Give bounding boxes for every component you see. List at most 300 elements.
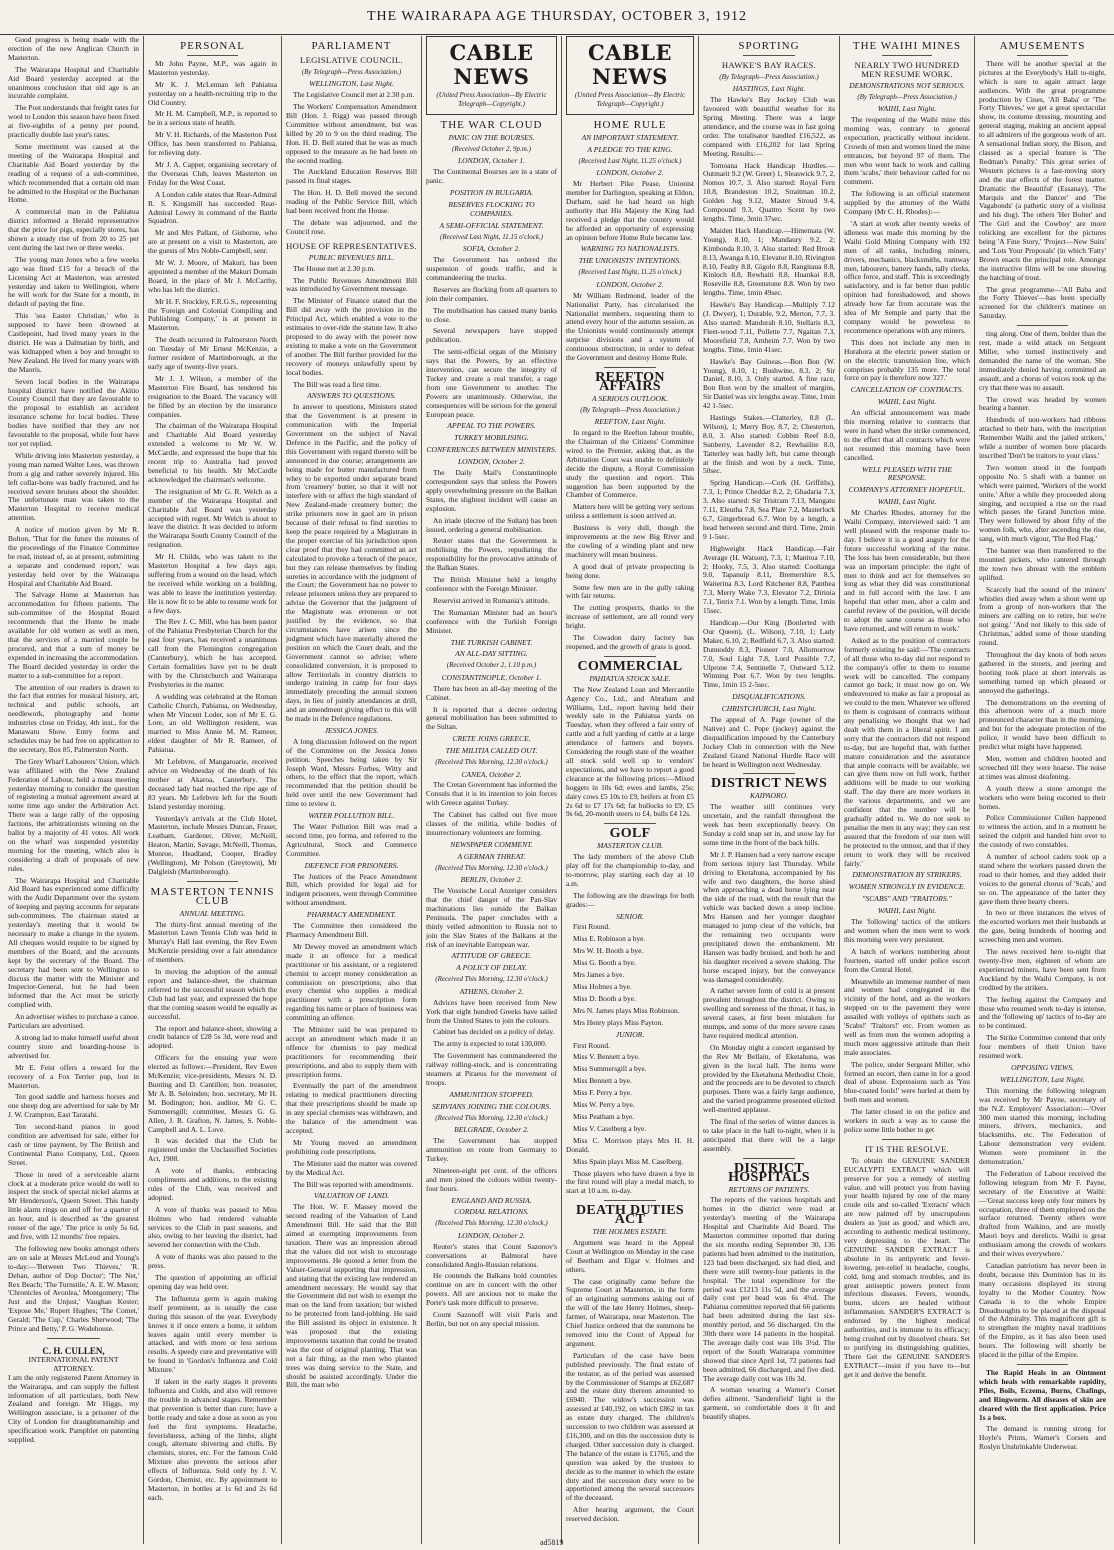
- received-note: (Received October 2, 1.10 p.m.): [446, 661, 537, 670]
- paragraph: A long discussion followed on the report of the Committee on the Jessica Jones petition. Speeches being taken by Sir Joseph Ward, Messrs Forbes, Witty and others, to the effect that the report, which recommended that the petition should be held over until the new Government had time to review it.: [286, 736, 417, 809]
- paragraph: Handicap.—Our King (Bonlerted with Our Queen), (L. Wilson), 7.10, 1; Lady Maker, 6.10, 2; Redfield 6.7, 3. Also started: Dunnoddy 8.3, Pioneer 7.0, Allomorrow 7.0, Soul Light 7.8, Lord Possible 7.7, Ulprone 7.4, Sentinelle 7, Outward 5.12. Winning Post 6.7. Won by two lengths. Time, 1min 15 2-5sec.: [703, 617, 835, 690]
- home-rule-heading: HOME RULE: [593, 119, 667, 131]
- tennis-paragraphs: [148, 921, 277, 1503]
- tennis-heading: MASTERTON TENNIS CLUB: [150, 885, 275, 907]
- paragraph: Advices have been received from New York that eight hundred Greeks have sailed from the United States to join the colours.: [426, 997, 557, 1025]
- paragraph: The Auckland Education Reserves Bill passed its final stages.: [286, 167, 417, 186]
- council-paragraphs: [286, 91, 417, 237]
- valuation-paragraphs: [286, 1203, 417, 1390]
- paragraph: The Government has commandeered the railway rolling-stock, and is concentrating steamers at Piraeus for the movement of troops.: [426, 1051, 557, 1087]
- paragraph: A wedding was celebrated at the Roman Catholic Church, Pahiatua, on Wednesday, when Mr Vincent Loder, son of Mr E. G. Lore, an old Wellington resident, was married to Miss Annie M. M. Rameer, eldest daughter of Mr R. Rameer, of Pahiatua.: [148, 691, 277, 755]
- paragraph: Reuter's states that Count Sazonov's conversations at Balmoral have consolidated Anglo-Russian relations.: [426, 1241, 557, 1269]
- paragraph: The Committee then considered the Pharmacy Amendment Bill.: [286, 921, 417, 939]
- paragraph: The question of appointing an official opening day was held over.: [148, 1273, 277, 1291]
- divider: [187, 55, 239, 56]
- received-note: (Received This Morning, 12.30 o'clock.): [435, 758, 548, 767]
- paragraph: Reuter states that the Government is mobilising the Powers, repudiating the responsibility for the provocative attitude of the Balkan States.: [426, 536, 557, 573]
- paragraph: The following is an official statement supplied by the attorney of the Waihi Company (Mr C. H. Rhodes):—: [844, 189, 970, 217]
- paragraph: The latter closed in on the police and workers in such a way as to cause the police some little bother to get: [844, 1107, 970, 1134]
- dateline: BERLIN, October 2.: [460, 875, 523, 885]
- paragraph: The Cowadon dairy factory has reopened, and the growth of grass is good.: [566, 633, 694, 651]
- press-credit: (By Telegraph—Press Association.): [580, 405, 680, 414]
- greece-heading: ATTITUDE OF GREECE.: [451, 951, 532, 961]
- women-heading: WOMEN STRONGLY IN EVIDENCE.: [848, 882, 966, 892]
- paragraph: Miss G. Booth a bye.: [573, 958, 636, 968]
- turkish-cabinet-heading: THE TURKISH CABINET.: [450, 637, 533, 647]
- divider: [604, 656, 655, 657]
- golf-heading: GOLF: [609, 826, 651, 842]
- valuation-heading: VALUATION OF LAND.: [313, 1191, 390, 1201]
- divider: [604, 823, 655, 824]
- cancellation-heading: CANCELLATION OF CONTRACTS.: [850, 385, 964, 395]
- paragraph: The Hawke's Bay Jockey Club was favoured with beautiful weather for its Spring Meeting. There was a large attendance, and the course was in fast going order. The totalisator handled £16,522, as compared with £16,202 for last Spring Meeting. Results:—: [703, 95, 835, 158]
- water-heading: WATER POLLUTION BILL.: [308, 811, 395, 821]
- paragraph: Miss D. Booth a bye.: [573, 993, 636, 1003]
- paragraph: The Influenza germ is again making itself prominent, as is usually the case during this season of the year. Everybody knows it if once enters a home, it seldom leaves again until every member is attacked, and with more or less serious results. A speedy cure and preventative will be found in 'Gordon's Influenza and Cold Mixture.': [148, 1293, 277, 1375]
- paragraph: The lady members of the above Club play off for the championship to-day, and to-morrow, play starting each day at 10 a.m.: [566, 852, 694, 888]
- paragraph: A London cable states that Rear-Admiral R. S. Kingsmill has succeeded Rear-Admiral Lowry in command of the Battle Squadron.: [148, 189, 277, 226]
- paragraph: First Round.: [573, 922, 610, 932]
- england-heading: ENGLAND AND RUSSIA.: [451, 1195, 532, 1205]
- paragraph: A strong lad to make himself useful about country store and boarding-house is advertised for.: [8, 1032, 139, 1060]
- paragraph: Mrs N. James plays Miss Robinson.: [573, 1005, 680, 1015]
- death-duties-heading: DEATH DUTIES ACT: [576, 1203, 684, 1228]
- paragraph: Count Sazonoff will visit Paris and Berlin, but not on any special mission.: [426, 1310, 557, 1328]
- paragraph: Spring Handicap.—Cork (H. Griffiths), 7.3, 1; Prince Cheddar 8.2, 2; Ghadaria 7.3, 3. Also started: Sir Tristram 7.13, Mangatu 7.11, Eleutha 7.8, Sea Plate 7.2, Masterlock 6.7, Gingerbread 6.7. Won by a length, a head between second and third. Time, 2min 9 1-5sec.: [703, 478, 835, 541]
- amusements-paragraphs: [979, 60, 1106, 321]
- demonstrations-heading: DEMONSTRATIONS NOT SERIOUS.: [849, 80, 965, 90]
- paragraph: Some merriment was caused at the meeting of the Wairarapa Hospital and Charitable Aid Board yesterday by the reading of a request of a sub-committee, which recommended that a certain old man be admitted to the Hospital or the Buchanan Home.: [8, 141, 139, 205]
- paragraph: The report and balance-sheet, showing a credit balance of £28 5s 3d, were read and adopted.: [148, 1023, 277, 1051]
- paragraph: Mr and Mrs Pallant, of Gisborne, who are at present on a visit to Masterton, are the guests of Mrs Noble-Campbell, senr.: [148, 228, 277, 256]
- paragraph: The Salvage Home at Masterton has accommodation for fifteen patients. The sub-committee of the Hospital Board recommends that the Home be made available for old women as well as men, that the services of a married couple be procured, and that a sum of money be expended in increasing the accommodation. The Board decided yesterday in order the matter to a sub-committee for a report.: [8, 590, 139, 680]
- district-hospitals-heading: DISTRICT HOSPITALS: [728, 1160, 810, 1185]
- paragraph: Argument was heard in the Appeal Court at Wellington on Monday in the case of Beetham and Elgar v. Holmes and others.: [566, 1237, 694, 1274]
- water-paragraphs: [286, 823, 417, 859]
- paragraph: The British Minister held a lengthy conference with the Foreign Minister.: [426, 575, 557, 593]
- paragraph: A woman wearing a Warner's Corset defies ailment. 'Sandersfield' light is the garment, so comfortable does it fit and beautify shapes.: [703, 1385, 835, 1422]
- received-note: (Received Last Night, 11.15 o'clock.): [439, 232, 544, 241]
- received-note: (Received October 2, 9p.m.): [452, 144, 531, 153]
- paragraph: The Hon. W. F. Massey moved the second reading of the Valuation of Land Amendment Bill. He said that the Bill aimed at exempting improvements from taxation. There was an impression abroad that the values did not wish to encourage improvements. He quoted a letter from the Valuer-General supporting that impression, and stating that the existing law rendered an amendment necessary. He would say that the Government did not wish to exempt the man on the land from taxation; but wished to be protected from land-jobbing. He said the Bill assisted its object in existence. It was proposed that the existing improvements taxation that could be treated was the cost of original planting. That was not a fair thing, as the men who planted trees was doing service to the State, and should be assisted accordingly. Under the Bill, the man who: [286, 1202, 417, 1390]
- paragraph: A rather severe form of cold is at present prevalent throughout the district. Owing to swelling and soreness of the throat, it has, in several cases, at first been mistaken for mumps, and some of the more severe cases have required medical attention.: [703, 986, 835, 1040]
- dateline: LONDON, October 2.: [457, 1230, 526, 1240]
- received-note: (Received This Morning, 12.30 o'clock.): [435, 863, 548, 872]
- paragraph: Nineteen-eight per cent. of the officers and men joined the colours within twenty-four hours.: [426, 1165, 557, 1193]
- paragraph: The cutting prospects, thanks to the increase of settlement, are all round very bright.: [566, 603, 694, 631]
- paragraph: It is reported that a decree ordering general mobilisation has been submitted to the Sultan.: [426, 704, 557, 732]
- dateline: WAIHI, Last Night.: [877, 104, 937, 114]
- press-credit: (By Telegraph—Press Association.): [719, 72, 819, 81]
- revenues-heading: PUBLIC REVENUES BILL.: [308, 252, 395, 262]
- paragraph: Ten second-hand pianos in good condition are advertised for sale, either for cash or time payment, by The British and Continental Piano Company, Ltd., Queen Street.: [8, 1122, 139, 1167]
- paragraph: The Legislative Council met at 2.30 p.m.: [293, 90, 415, 100]
- dateline: REEFTON, Last Night.: [594, 417, 666, 427]
- paragraph: Mr V. H. Richards, of the Masterton Post Office, has been transferred to Pahiatua, for relieving duty.: [148, 130, 277, 158]
- paragraph: Maiden Hack Handicap.—Himemata (W. Young), 8.10, 1; Mandaury 9.2, 2; Kimbonda 8.10, 3. Also started: Red Brook 8.13, Awanga 8.10, Elevator 8.10, Rivington 8.10, Fealty 8.8, Gigolo 8.8, Rangitaua 8.8, Kinloch 8.8, Rewhaiti 8.8, Huankai 8.8, Roseville 8.8, Greenstone 8.8. Won by two lengths. Time, 1min 49sec.: [703, 225, 835, 298]
- paragraph: A notice of motion given by Mr R. Bolton, 'That for the future the minutes of the proceedings of the Finance Committee be read, instead of, as at present, submitting a separate and condensed report,' was yesterday held over by the Wairarapa Hospital and Charitable Aid Board.: [8, 525, 139, 588]
- paragraph: Asked as to the position of contractors formerly existing he said:—'The contracts of all those who to-day did not respond to the company's offer to them to resume work will be cancelled. The company cannot go back; it must now go on. We endeavoured to make as fair a proposal as we could to the men. Whatever we offered to them is cognisant of contracts without any penalising we thought that we had dealt with them in a liberal spirit. I am sorry that the contractors did not respond to-day, but are hopeful that, with further mature consideration and the assurance that ample contracts will be available, we can give them now on full work, further additions will be made to our working staff. The day there are more workers in the various departments, and we are confident that the number will be gradually added to. We do not seek to penalise the men in any way; they can rest assured that the freedom of our men will be protected to the utmost, and that if they return to work they will be received fairly.': [844, 635, 970, 868]
- received-note: (Received Last Night, 11.25 o'clock.): [578, 268, 682, 277]
- received-note: (Received Last Night, 11.25 o'clock.): [578, 156, 682, 165]
- disqualifications-heading: DISQUALIFICATIONS.: [732, 692, 806, 702]
- waihi-continued-paragraphs: [979, 330, 1106, 1061]
- conferences-paragraphs: [426, 469, 557, 635]
- pharmacy-heading: PHARMACY AMENDMENT.: [306, 910, 397, 920]
- paragraph: Yesterday's arrivals at the Club Hotel, Masterton, include Messrs Duncan, Fraser, Leatham, Gardener, Oliver, McNeill, Heaton, Martin, Savage, McNeill, Thomas, Monroe, Headland, Cooper, Bradley (Wellington), Mr Polson (Greytown), Mr Dalgleish (Martinborough).: [148, 813, 277, 876]
- paragraph: In two or three instances the wives of the escorted workers met their husbands at the gate, being hundreds of hooting and screeching men and women.: [979, 908, 1106, 945]
- paragraph: The weather still continues very uncertain, and the rainfall throughout the week has been exceptionally heavy. On Sunday a cold snap set in, and snow lay for some time in the front of the back hills.: [703, 802, 835, 847]
- masthead: THE WAIRARAPA AGE THURSDAY, OCTOBER 3, 1912: [0, 0, 1114, 35]
- tennis-subheading: ANNUAL MEETING.: [179, 908, 246, 918]
- column-2: [144, 36, 282, 1544]
- dateline: WAIHI, Last Night.: [877, 497, 937, 507]
- paragraph: This morning the following telegram was received by Mr Payne, secretary of the N.Z. Employers' Association:—'Over 300 men started this morning, including miners, drivers, mechanics, and blacksmiths, etc. The Federation of Labour demonstration very evident. Women were prominent in the demonstration.': [979, 1085, 1106, 1167]
- columns: [4, 36, 1110, 1544]
- paragraph: The reopening of the Waihi mine this morning was, contrary to general expectation, practically without incident. Crowds of men and women lined the mine entrances, but beyond 97 of them. The men who went back to work and calling them 'scabs,' their behaviour called for no comment.: [844, 115, 970, 187]
- paragraph: Ten good saddle and harness horses and one sheep dog are advertised for sale by Mr J. W. Crampton, East Taratahi.: [8, 1092, 139, 1120]
- paragraph: Hawke's Bay Guineas.—Bon Bon (W. Young), 8.10, 1; Bushwine, 8.3, 2; Sir Daniel, 8.10, 3. Only started. A fine race, Bon Bon won by the smallest of margins, Sir Daniel was six lengths away. Time, 1min 42 1-5sec.: [703, 356, 835, 411]
- district-news-heading: DISTRICT NEWS: [710, 776, 828, 792]
- column-6: [699, 36, 840, 1544]
- paragraph: The Continental Bourses are in a state of panic.: [426, 167, 557, 186]
- paragraph: Miss E. Robinson a bye.: [573, 934, 646, 944]
- column-1: [4, 36, 144, 1544]
- paragraph: The Daily Mail's Constantinople correspondent says that unless the Powers apply overwhelming pressure on the Balkan States, the slightest incident will cause an explosion.: [426, 468, 557, 513]
- paragraph: Throughout the day knots of both sexes gathered in the streets, and jeering and hooting took place at short intervals as something turned up which pleased or annoyed the gatherings.: [979, 650, 1106, 695]
- rapid-heals-notice: The Rapid Heals in an Ointment which heals with remarkable rapidity, Piles, Boils, Eczema, Burns, Chafings, and Ringworm. All diseases of skin are cleared with the first application. Price 1s a box.: [979, 1367, 1106, 1422]
- pledge-paragraphs: [566, 180, 694, 242]
- paragraph: The death occurred in Palmerston North on Tuesday of Mr Ernest McKenzie, a former resident of Martinborough, at the early age of twenty-five years.: [148, 335, 277, 371]
- paragraph: There will be another special at the pictures at the Everybody's Hall to-night, which is sure to again attract large audiences. With the great programme production by Cines, 'All Baba' or 'The Forty Thieves,' we get a great spectacular show, its costume dressing, mounting and general staging, making an ancient appeal to all admirers of the gorgeous work of art. A sensational Indian story, the Bison, and classed as a special feature is 'The Redman's Penalty.' This great series of Western pictures is a fast-moving story and the star effects of the forest matter. Dramatic the Beautiful' (Essanay), 'The Marquis and the Dancer' and 'The Vagabonds' (a pathetic story of a violinist and his dog). The others 'Her Bolter' and 'The Girl and the Cowboy' are more rolicking are excellent for the pictures being 'A Fine Story,' 'Project—New Suits' and 'Lots Your Proposals' (in which 'Fatty' Brown enacts the principal role. Amongst the instructive films will be one showing the hatching of trout.: [979, 58, 1106, 282]
- defence-heading: DEFENCE FOR PRISONERS.: [304, 860, 399, 870]
- delay-paragraphs: [426, 999, 557, 1088]
- paragraph: The debate was adjourned, and the Council rose.: [286, 218, 417, 236]
- resume-work-heading: NEARLY TWO HUNDRED MEN RESUME WORK.: [854, 59, 960, 79]
- paragraph: The Wairarapa Hospital and Charitable Aid Board yesterday accepted at the unanimous conclusion that old age is an incurable complaint.: [8, 64, 139, 101]
- cable-news-title: CABLE NEWS: [587, 40, 673, 89]
- column-5: [562, 36, 699, 1544]
- paragraph: The Public Revenues Amendment Bill was introduced by Government message.: [286, 275, 417, 294]
- paragraph: This 'sea Easter Christian,' who is supposed to have been drowned at Castlepoint, had lived many years in the district. He was a Dalmatian by birth, and was kidnapped when a boy and brought to New Zealand. He lived for many years with the Maoris.: [8, 311, 139, 374]
- paragraph: The Bill was read a first time.: [293, 379, 382, 389]
- paragraph: ting along. One of them, bolder than the rest, made a wild attack on Sergeant Miller, who turned instinctively and demanded the name of the woman. She immediately denied having committed an assault, and a chorus of voices took up the cry that there was no assault.: [979, 329, 1106, 392]
- dateline: BELGRADE, October 2.: [454, 1125, 529, 1135]
- column-3: [282, 36, 422, 1544]
- paragraph: The feeling against the Company and those who resumed work to-day is intense, and the 'following up' tactics of to-day are to be continued.: [979, 994, 1106, 1031]
- commercial-heading: COMMERCIAL: [577, 658, 683, 674]
- paragraph: A good deal of private prospecting is being done.: [566, 561, 694, 580]
- paragraph: The Government has ordered the suspension of goods traffic, and is commandeering the trucks.: [426, 255, 557, 282]
- dateline: WAIHI, Last Night.: [877, 906, 937, 916]
- paragraph: An official announcement was made this morning relative to contracts that were in hand when the strike commenced, to the effect that all contracts which were not resumed this morning have been cancelled.: [844, 408, 970, 462]
- ammunition-heading: AMMUNITION STOPPED.: [449, 1089, 534, 1099]
- paragraph: The great programme—'All Baba and the Forty Thieves'—has been specially screened for the children's matinee on Saturday.: [979, 284, 1106, 321]
- paragraph: The crowd was headed by women bearing a banner.: [979, 394, 1106, 413]
- paragraph: This does not include any men in Horahora at the electric power station or on the electric transmission line, which comprises probably 135 more. The total force on pay is therefore now 327.': [844, 337, 970, 383]
- paragraph: Reserves are flocking from all quarters to join their companies.: [426, 284, 557, 303]
- paragraph: A number of school cadets took up a stand where the workers passed down the road to their homes, and they added their voices to the general chorus of 'Scab,' and so on. The appearance of the latter they gave them three hearty cheers.: [979, 852, 1106, 906]
- section-heading-personal: PERSONAL: [180, 40, 245, 52]
- ad-title: INTERNATIONAL PATENT ATTORNEY.: [28, 1354, 119, 1373]
- holmes-estate-heading: THE HOLMES ESTATE.: [592, 1227, 668, 1237]
- press-credit: (By Telegraph—Press Association.): [301, 67, 402, 76]
- paragraph: Mr W. J. Moore, of Makuri, has been appointed a member of the Makuri Domain Board, in the place of Mr J. McCarthy, who has left the district.: [148, 258, 277, 294]
- paragraph: Miss Spain plays Miss M. Caselberg.: [573, 1156, 684, 1166]
- cordial-heading: CORDIAL RELATIONS.: [454, 1207, 529, 1217]
- dateline: LONDON, October 2.: [457, 457, 526, 467]
- personal-paragraphs: [148, 60, 277, 877]
- returns-heading: RETURNS OF PATIENTS.: [728, 1184, 810, 1194]
- paragraph: Miss C. Morrison plays Mrs H. H. Donald.: [566, 1135, 694, 1154]
- divider: [1017, 325, 1068, 326]
- paragraph: Mrs W. H. Booth a bye.: [573, 946, 644, 956]
- paragraph: Mr J. A. Capper, organising secretary of the Overseas Club, leaves Masterton on Friday for the West Coast.: [148, 159, 277, 187]
- hopeful-heading: COMPANY'S ATTORNEY HOPEFUL.: [848, 485, 966, 495]
- paragraph: Two women stood in the footpath opposite No. 5 shaft with a banner on which were painted, 'Workers of the world unite.' After a while they proceeded along singing, and occupied a rise on the road which passes the Grand Junction mine. They were followed by about fifty of the women folk, who, after ascending the rise, sang, with much vigour, 'The Red Flag.': [979, 462, 1106, 544]
- press-credit: (United Press Association—By Electric Telegraph—Copyright.): [574, 91, 686, 108]
- ad-body: I am the only registered Patent Attorney in the Wairarapa, and can supply the fullest information of all particulars, both New Zealand and foreign. Mr Higgs, my Wellington associate, is a prisoner of the City of London for draughtsmanship and specification work. Pamphlet on patenting supplied.: [8, 1372, 139, 1445]
- paragraph: Mr Lefebvre, of Mangaroarie, received advice on Wednesday of the death of his mother at Akaroa, Canterbury. The deceased lady had reached the ripe age of 83 years. Mr Lefebvre left for the South Island yesterday morning.: [148, 757, 277, 811]
- duties-paragraphs: [566, 1239, 694, 1524]
- crete-heading: CRETE JOINS GREECE.: [452, 734, 531, 744]
- district-paragraphs: [703, 803, 835, 1153]
- divider: [743, 773, 796, 774]
- paragraph: The banner was then transferred to the mounted pickets, who cantered through the town two abreast with the emblem uplifted.: [979, 546, 1106, 582]
- militia-heading: THE MILITIA CALLED OUT.: [445, 746, 538, 756]
- delay-heading: A POLICY OF DELAY.: [456, 963, 527, 973]
- cancellation-paragraphs: [844, 409, 970, 462]
- paragraph: Mr John Payne, M.P., was again in Masterton yesterday.: [148, 58, 277, 77]
- paragraph: The reports of the various hospitals and homes in the district were read at yesterday's meeting of the Wairarapa Hospital and Charitable Aid Board. The Masterton committee reported that during the six months ending September 30, 136 patients had been admitted to the institution, 123 had been discharged, six had died, and there were still twenty-four patients in the hospital. The total expenditure for the period was £1213 11s 5d, and the average daily cost per head was 6s 4½d. The Pahiatua committee reported that 66 patients had been admitted during the last six-monthly period, and 56 discharged. On the 30th there were 14 patients in the hospital. The average daily cost was 10s 3½d. The report of the South Wairarapa committee showed that since April 1st, 72 patients had been admitted, 66 discharged, and five died. The average daily cost was 10s 3d.: [703, 1195, 835, 1383]
- paragraph: The army is expected to total 130,000.: [433, 1039, 547, 1049]
- paragraph: First Round.: [573, 1040, 610, 1050]
- paragraph: Highweight Hack Handicap.—Fair Average (H. Watson), 7.3, 1; Manitoa 7.10, 2; Hooky, 7.5, 3. Also started: Cooltanga 9.0, Tapanuip 8.11, Bremershire 8.5, Waiterina 8.3, Lord Kitchener 8.8, Panthea 7.3, Merry Wake 7.3, Elevator 7.2, Dirinia 7.1, Tetrix 7.1. Won by a length. Time, 1min 15sec.: [703, 543, 835, 616]
- press-credit: (United Press Association—By Electric Telegraph—Copyright.): [436, 91, 547, 108]
- paragraph: Miss F. Perry a bye.: [573, 1088, 632, 1098]
- paragraph: The police, under Sergeant Miller, who formed an escort, then came in for a good deal of abuse. Expressions such as 'You blue-coated fools!' were hurled at them by both men and women.: [844, 1059, 970, 1105]
- paragraph: Officers for the ensuing year were elected as follows:—President, Rev Ewen McKenzie; vice-presidents, Messrs N. D. Bunting and D. Cantillon; hon. treasurer, Mr A. B. Seloinden; hon. secretary, Mr H. M. Bodington; hon. auditor, Mr G. C. Summersgill; committee, Messrs G. G. Allen, J. R. Grafton, N. James, S. Noble-Campbell and A. L. Love.: [148, 1053, 277, 1134]
- paragraph: The demonstrations on the evening of this afternoon were of a much more pronounced character than in the morning, and but for the adequate protection of the police, it would have been difficult to predict what might have happened.: [979, 697, 1106, 752]
- paragraph: Mr Dewey moved an amendment which made it an offence for a medical practitioner or his assistant, or a registered chemist to accept money consideration as commission on prescriptions; also that every chemist who supplies a medical practitioner with a prescription form regarding his name or place of business was committing an offence.: [286, 941, 417, 1023]
- dateline: CANEA, October 2.: [461, 769, 522, 779]
- ad-name: C. H. CULLEN,: [42, 1345, 105, 1356]
- dateline: HASTINGS, Last Night.: [732, 84, 806, 94]
- divider: [743, 55, 796, 56]
- paragraph: The Minister said he was prepared to accept an amendment which made it an offence for chemists to pay medical practitioners for recommending their prescriptions, and also to supply them with prescription forms.: [286, 1025, 417, 1079]
- paragraph: Miss Holmes a bye.: [573, 982, 632, 991]
- paragraph: It was decided that the Club be registered under the Unclassified Societies Act, 1908.: [148, 1136, 277, 1164]
- paragraph: The Cretan Government has informed the Consuls that it is its intention to join forces with Greece against Turkey.: [426, 780, 557, 808]
- paragraph: Mr William Redmond, leader of the Nationalist Party, has circularised the Nationalist members, requesting them to attend every hour of the autumn session, as the Unionists would continuously attempt surprise divisions and a system of continuous obstruction, in order to defeat the Government and destroy Home Rule.: [566, 290, 694, 363]
- paragraph: Several newspapers have stopped publication.: [426, 326, 557, 345]
- paragraph: The Minister said the matter was covered by the Medical Act.: [286, 1158, 417, 1177]
- dateline: WAIHI, Last Night.: [877, 397, 937, 407]
- cable-news-banner: [566, 36, 694, 115]
- paragraph: Mr Charles Rhodes, attorney for the Waihi Company, interviewed said: 'I am well pleased with the response made to-day. I believe it is a good augury for the future successful working of the mine. The loss has been considerable, but there was an important principle: the right of men to think and act for themselves so long as what they did was constitutional and in full accord with the law. I am hopeful that other men, after a calm and careful review of the position, will decide to adopt the same course as those who have returned, and will return to work.': [844, 508, 970, 633]
- paragraph: A vote of thanks was also passed to the press.: [148, 1252, 277, 1271]
- section-heading-waihi: THE WAIHI MINES: [852, 40, 962, 52]
- divider: [882, 1139, 932, 1140]
- answers-heading: ANSWERS TO QUESTIONS.: [307, 391, 396, 401]
- paragraph: Miss W. Perry a bye.: [573, 1100, 635, 1110]
- paragraph: Mr Herbert Pike Pease, Unionist member for Darlington, speaking at Eldon, Durham, said he had heard on high authority that His Majesty the King had received a pledge that the country would be afforded an opportunity of expressing an opinion before Home Rule became law.: [566, 179, 694, 242]
- press-credit: (By Telegraph—Press Association.): [857, 92, 957, 101]
- defence-paragraphs: [286, 873, 417, 909]
- divider: [604, 1200, 655, 1201]
- paragraph: Mrs James a bye.: [573, 970, 625, 980]
- disqualification-paragraphs: [703, 716, 835, 769]
- paragraph: The Minister of Finance stated that the Bill did away with the provision in the Principal Act, which enabled a vote to the estimates to over-ride the statute law. It also proposed to do away with the power now existing to make a vote on the Government of another. The Bill further provided for the recovery of moneys unlawfully spent by local bodies.: [286, 296, 417, 377]
- footer-mark: ad5819: [540, 1538, 564, 1547]
- paragraph: The thirty-first annual meeting of the Masterton Lawn Tennis Club was held in Murray's Hall last evening, the Rev Ewen McKenzie presiding over a fair attendance of members.: [148, 919, 277, 965]
- panic-heading: PANIC ON THE BOURSES.: [448, 132, 535, 142]
- paragraph: Tomoana Hack Handicap Hurdles.—Outmarit 9.2 (W. Greer) 1, Sleaswick 9.7, 2, Nomos 10.7, 3. Also started: Royal Fern 10.8, Brandeston 10.2, Straitman 10.2, Golden Jug 9.12, Master Stroud 9.4, Compound 9.3, Quattro Scent by two lengths. Time, 3min 37sec.: [703, 160, 835, 223]
- paragraph: If taken in the early stages it prevents Influenza and Colds, and also will remove the trouble in advanced stages. Remember that prevention is better than cure; have a bottle ready and take a dose as soon as you feel the first symptoms. Headache, feverishness, aching of the limbs, slight cough, alternate shivering and chills. By chemists, stores, etc. For the famous Cold Mixture also prevents the serious after effects of Influenza. Sold only by J. V. Gordon, Chemist, etc. By appointment to Masterton, in bottles at 1s 6d and 2s 6d each.: [148, 1377, 277, 1502]
- stock-sale-heading: PAHIATUA STOCK SALE.: [589, 673, 671, 683]
- paragraph: The Government has stopped ammunition en route from Germany to Turkey.: [426, 1136, 557, 1163]
- unionist-heading: THE UNIONISTS' INTENTIONS.: [578, 256, 682, 266]
- hospitals-paragraphs: [703, 1196, 835, 1422]
- cable-news-title: CABLE NEWS: [449, 40, 534, 89]
- war-cloud-heading: THE WAR CLOUD: [440, 119, 543, 131]
- jessica-heading: JESSICA JONES.: [324, 725, 379, 735]
- paragraph: The young man Jones who a few weeks ago was fined £15 for a breach of the Licensing Act at Masterton, was arrested yesterday and taken to Wellington, where he will work for the State for a month, in default of paying the fine.: [8, 254, 139, 309]
- jessica-paragraphs: [286, 738, 417, 809]
- section-heading-parliament: PARLIAMENT: [311, 40, 392, 52]
- paragraph: Miss Summersgill a bye.: [573, 1064, 647, 1074]
- strikers-heading: DEMONSTRATION BY STRIKERS.: [852, 870, 962, 880]
- paragraph: The Rev J. C. Mill, who has been pastor of the Pahiatua Presbyterian Church for the past four years, has received a unanimous call from the Flemington congregation (Canterbury), which he has accepted. Certain formalities have yet to be dealt with by the Christchurch and Wairarapa Presbyteries in the matter.: [148, 617, 277, 689]
- paragraph: Mr H. M. Campbell, M.P., is reported to be in a serious state of health.: [148, 109, 277, 128]
- house-paragraphs: [286, 265, 417, 390]
- paragraph: A batch of workers numbering about fourteen, started off under police escort from the Central Hotel.: [844, 946, 970, 974]
- paragraph: Miss Bennett a bye.: [573, 1076, 632, 1086]
- serious-outlook-heading: A SERIOUS OUTLOOK.: [591, 393, 668, 403]
- prints-notice: The demand is running strong for Hoyle's Prints, Warner's Corsets and Roslyn Unshrinkable Underwear.: [979, 1424, 1106, 1452]
- paragraph: The Water Pollution Bill was read a second time, pro forma, and referred to the Agricultural, Stock and Commerce Committee.: [286, 822, 417, 858]
- paragraph: Business is very dull, though the improvements at the new Big River and the cowling of a winding plant and new machinery will mean business.: [566, 523, 694, 559]
- paragraph: The Rumanian Minister had an hour's conference with the Turkish Foreign Minister.: [426, 607, 557, 635]
- paragraph: The House met at 2.30 p.m.: [293, 263, 376, 273]
- pleased-heading: WELL PLEASED WITH THE RESPONSE.: [862, 464, 952, 483]
- council-heading: LEGISLATIVE COUNCIL.: [300, 54, 403, 65]
- pharmacy-paragraphs: [286, 922, 417, 1189]
- column-4: [422, 36, 562, 1544]
- answers-paragraphs: [286, 403, 417, 724]
- german-threat-heading: A GERMAN THREAT.: [457, 851, 526, 861]
- paragraph: Mr J. J. Wilson, a member of the Masterton Fire Board, has tendered his resignation to the Board. The vacancy will be filled by an election by the insurance companies.: [148, 373, 277, 419]
- militia-paragraphs: [426, 781, 557, 837]
- scabs-paragraphs: [844, 918, 970, 1135]
- paragraph: Canadian patriotism has never been in doubt, because this Dominion has in its many occasions displayed its strong loyalty to the Mother Country. Now Canada is to the whole Empire Dreadnoughts to be placed at the disposal of the Admiralty. This magnificent gift is to strengthen the mighty naval traditions of the Empire, as it has also been used hours. The following will shortly be placed in the pillar of the Empire.: [979, 1261, 1106, 1360]
- unionist-paragraphs: [566, 292, 694, 363]
- paragraph: The appeal of A. Page (owner of the Native) and C. Pope (jockey) against the disqualification imposed by the Canterbury Jockey Club in connection with the New Zealand Grand National Hurdle Race will be heard in Wellington next Wednesday.: [703, 715, 835, 769]
- kaipaoro-heading: KAIPAORO.: [749, 791, 789, 801]
- paragraph: The mobilisation has caused many banks to close.: [426, 305, 557, 324]
- paragraph: The Cabinet has called out five more classes of the militia, while bodies of insurrectionary volunteers are forming.: [426, 810, 557, 837]
- reefton-paragraphs: [566, 429, 694, 652]
- bulgaria-heading: POSITION IN BULGARIA.: [449, 188, 534, 198]
- paragraph: Hundreds of non-workers had ribbons attached to their hats, with the inscription 'Remember Waihi and the jailed strikers,' while a number of women bore placards inscribed 'Don't be traitors to your class.': [979, 415, 1106, 460]
- paragraph: The following new books amongst others are on sale at Messrs McLeod and Young's to-day:—'Between Two Thieves,' 'R. Dehan, author of Dop Doctor'; 'The Net,' Rex Beach; 'The Turnstile,' A. E. W. Mason; 'Chronicles of Avonlea,' Montgomery; 'The Just and the Unjust,' Vaughan Kester; 'Expose Me,' Rupert Hughes; 'The Comet,' Gerald; 'The Cup,' Charles Sherwood; 'The Prince and Betty,' P. G. Wodehouse.: [8, 1243, 139, 1334]
- conferences-heading: CONFERENCES BETWEEN MINISTERS.: [426, 445, 557, 455]
- paragraph: Mr E. Feist offers a reward for the recovery of a Fox Terrier pup, lost in Masterton.: [8, 1062, 139, 1090]
- paragraph: The chairman of the Wairarapa Hospital and Charitable Aid Board yesterday extended a welcome to Mr W. W. McCardle, and expressed the hope that his recent trip to Australia had proved beneficial to his health. Mr McCardle acknowledged the chairman's welcome.: [148, 421, 277, 484]
- paragraph: The Workers' Compensation Amendment Bill (Hon. J. Rigg) was passed through Committee without amendment, but was killed by 20 to 9 on the third reading. The Hon. H. D. Bell stated that he was as much opposed to the measure as he had been on the second reading.: [286, 102, 417, 165]
- paragraph: A vote of thanks, embracing compliments and additions, to the existing rules of the Club, was received and adopted.: [148, 1166, 277, 1202]
- section-heading-sporting: SPORTING: [738, 40, 800, 52]
- paragraph: Mr Young moved an amendment prohibiting code prescriptions.: [286, 1137, 417, 1156]
- hawkes-bay-heading: HAWKE'S BAY RACES.: [721, 59, 817, 70]
- paragraph: On Monday night a concert organised by the Rev Mr Bellain, of Eketahuna, was given in the local hall. The items were provided by the Eketahuna Methodist Choir, and the proceeds are to be devoted to church purposes. There was a fairly large audience, and the varied programme presented elicited well-merited applause.: [703, 1042, 835, 1115]
- opposing-paragraphs: [979, 1087, 1106, 1360]
- race-results: [703, 96, 835, 690]
- paragraph: A youth threw a stone amongst the workers who were being escorted to their homes.: [979, 783, 1106, 811]
- reefton-heading: REEFTON AFFAIRS: [595, 369, 665, 394]
- paragraph: The Vossische Local Anzeiger considers that the chief danger of the Pan-Slav machinations lies outside the Balkan Peninsula. The paper concludes with a thinly veiled admonition to Russia not to join the Slav States of the Balkans at the risk of an inevitable European war.: [426, 886, 557, 949]
- paragraph: The Post understands that freight rates for wool to London this season have been fixed at five-eighths of a penny per pound, practically double last year's rates.: [8, 103, 139, 140]
- cordial-paragraphs: [426, 1243, 557, 1329]
- paragraph: Men, women and children hooted and screeched till they were hoarse. The noise at times was almost deafening.: [979, 753, 1106, 781]
- dateline: CHRISTCHURCH, Last Night.: [721, 704, 817, 714]
- paragraph: The final of the series of winter dances is to take place in the hall to-night, when it is anticipated that there will be a large assembly.: [703, 1117, 835, 1153]
- paragraph: In moving the adoption of the annual report and balance-sheet, the chairman referred to the successful season which the Club had last year, and expressed the hope that the coming season would be equally as successful.: [148, 967, 277, 1021]
- received-note: (Received This Morning, 12.30 o'clock.): [435, 975, 548, 984]
- turkey-heading: TURKEY MOBILISING.: [454, 433, 529, 443]
- paragraph: The Hon. H. D. Bell moved the second reading of the Public Service Bill, which had been received from the House.: [286, 188, 417, 216]
- paragraph: He contends the Balkans hold countries continue on are in concert with the other powers. All are anxious not to make the Porte's task more difficult to preserve.: [426, 1271, 557, 1308]
- resolve-paragraphs: [844, 1157, 970, 1380]
- golf-paragraphs: [566, 853, 694, 909]
- paragraph: After hearing argument, the Court reserved decision.: [566, 1505, 694, 1524]
- paragraph: The Bill was reported with amendments.: [293, 1179, 414, 1189]
- paragraph: An iriade (decree of the Sultan) has been issued, ordering a general mobilisation.: [426, 515, 557, 534]
- paragraph: Police Commissioner Cullen happened to witness the action, and in a moment he seized the culprit and handed him over to the custody of two constables.: [979, 813, 1106, 850]
- appeal-heading: APPEAL TO THE POWERS.: [447, 421, 536, 431]
- paragraph: Good progress is being made with the erection of the new Anglican Church in Masterton.: [8, 36, 139, 62]
- paragraph: Matters here will be getting very serious unless a settlement is soon arrived at.: [566, 502, 694, 521]
- section-heading-amusements: AMUSEMENTS: [999, 40, 1086, 52]
- divider: [187, 881, 239, 882]
- paragraph: Mr J. P. Hansen had a very narrow escape from serious injury last Thursday. While driving to Eketahuna, accompanied by his wife and two daughters, the horse shied when approaching a dead horse lying near the side of the road, with the result that the vehicle was backed down a steep incline. Mrs Hansen and her younger daughter managed to jump clear of the vehicle, but the remaining two occupants were precipitated down the embankment. Mr Hansen was badly bruised, and both he and his daughter received a severe shaking. The horse escaped injury, but the conveyance was damaged considerably.: [703, 849, 835, 984]
- newspaper-comment-heading: NEWSPAPER COMMENT.: [450, 839, 533, 849]
- dateline: SOFIA, October 2.: [462, 244, 521, 254]
- servians-heading: SERVIANS JOINING THE COLOURS.: [431, 1101, 552, 1111]
- divider: [604, 367, 655, 368]
- paragraph: The Grey Wharf Labourers' Union, which was affiliated with the New Zealand Federation of Labour, held a mass meeting yesterday morning to consider the question of registering a mutual agreement award at some time ago under the Arbitration Act. There was a large rally of the opposing factions, the arbitrationists winning on the ballot by a majority of 41 votes. All work on the wharf was suspended yesterday morning for the meeting, which also is considering a draft of proposals of new rules.: [8, 756, 139, 873]
- paragraph: In answer to questions, Ministers stated that the Government is at present in communication with the Imperial Government on the subject of Naval Defence in the Pacific, and the policy of this Government with regard thereto will be announced in due course; arrangements are being made for butter manufactured from whey to be exported under separate brand from 'creamery' butter, so that it will not interfere with or affect the high standard of New Zealand-made creamery butter; the strike prisoners now in gaol are in prison because of their refusal to find sureties to keep the peace required by a Magistrate in the proper exercise of his jurisdiction upon clear proof that they had committed an act calculated to provoke a breach of the peace, but they can release themselves by finding sureties in accordance with the judgment of the Court; the Government has no power to release prisoners unless they are prepared to advise the Governor that the judgment of the Magistrate was erroneous or not justified by the evidence, so that circumstances have arisen since the judgment which have materially altered the position on which the Court dealt, and the Government cannot so advise; where consolidated conversion, it is proposed to allow Territorials in country districts to undergo training in camp for four days immediately preceding the annual sixteen days, in lieu of jointly attendances at drill, and an amendment giving effect to this will be made in the Defence regulations.: [286, 402, 417, 724]
- paragraph: The Justices of the Peace Amendment Bill, which provided for legal aid for indigent prisoners, went through Committee without amendment.: [286, 871, 417, 908]
- paragraph: The following are the drawings for both grades:—: [566, 890, 694, 909]
- all-day-heading: AN ALL-DAY SITTING.: [455, 649, 528, 659]
- waihi-paragraphs: [844, 116, 970, 383]
- paragraph: While driving into Masterton yesterday, a young man named Walter Lees, was thrown from a gig and rather severely injured. His left collar-bone was badly fractured, and he received severe bruises about the shoulder. The unfortunate man was taken to the Masterton Hospital to receive medical attention.: [8, 450, 139, 523]
- hopeful-paragraphs: [844, 509, 970, 868]
- paragraph: Cabinet has decided on a policy of delay.: [433, 1027, 555, 1037]
- paragraph: Eventually the part of the amendment relating to medical practitioners directing that their prescriptions should be made up in any special chemists was withdrawn, and the balance of the amendment was accepted.: [286, 1081, 417, 1135]
- threat-paragraphs: [426, 887, 557, 949]
- reserves-heading: RESERVES FLOCKING TO COMPANIES.: [448, 199, 535, 218]
- column-8: [975, 36, 1110, 1544]
- paragraph: The Federation of Labour received the following telegram from Mr F. Payne, secretary of the Executive at Waihi:—'Great success keep only four miners by occupation, three of them employed on the surface returned. Twenty others were drafted from Waikino, and are mostly Maori boys and derelicts. Waihi is great enthusiasm among the crowds of workers and their wives everywhere.': [979, 1168, 1106, 1259]
- received-note: (Received This Morning, 12.30 o'clock.): [435, 1219, 548, 1228]
- paragraph: The 'following' tactics of the strikers and women when the men went to work this morning were very persistent.: [844, 917, 970, 944]
- paragraph: Some few men are in the gully raking with fair returns.: [566, 582, 694, 601]
- cable-news-banner: [426, 36, 557, 115]
- paragraph: 'A start at work after twenty weeks of idleness was made this morning by the Waihi Gold Mining Company with 192 men of all ranks, including miners, drivers, mechanics, blacksmiths, tramway men, labourers, battery hands, tally clerks, office force, and staff. This is exceedingly satisfactory, and is far better than public opinion had foreshadowed, and shows already how far from accurate was the idea of Mr Semple and party that the company would be powerless to recommence operations with any miners.: [844, 219, 970, 335]
- paragraph: The attention of our readers is drawn to the fact that entries for musical history, art, technical and public schools, art needlework, photography and home industries close on Friday, 4th inst., for the Manawatu Show. Entry forms and schedules may be had free on application to the secretary, Box 85, Palmerston North.: [8, 682, 139, 754]
